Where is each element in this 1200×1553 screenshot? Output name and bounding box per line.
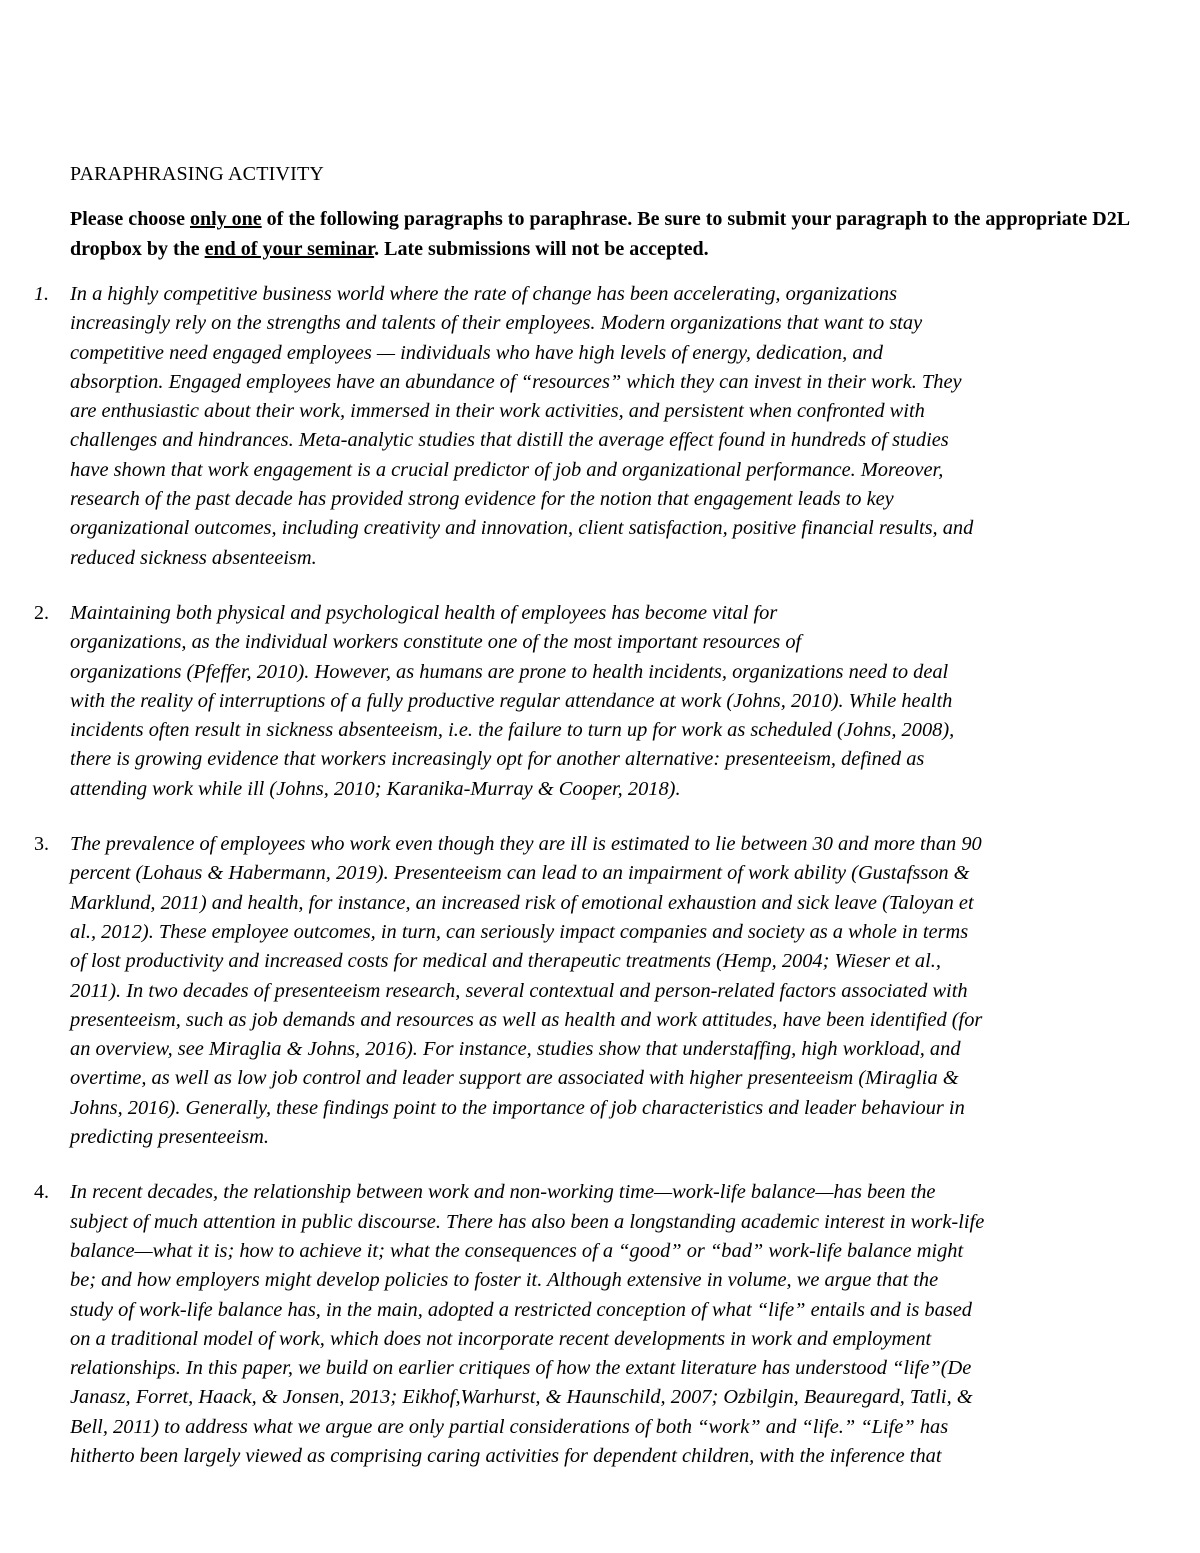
text-line: organizational outcomes, including creativity and innovation, client satisfaction, positive financial results, and [70,517,974,540]
text-line: attending work while ill (Johns, 2010; Karanika-Murray & Cooper, 2018). [70,777,681,800]
text-line: hitherto been largely viewed as comprising caring activities for dependent children, with the inference that [70,1444,942,1467]
text-line: an overview, see Miraglia & Johns, 2016). For instance, studies show that understaffing, high workload, and [70,1038,961,1061]
text-line: overtime, as well as low job control and leader support are associated with higher presenteeism (Miraglia & [70,1067,959,1090]
paragraph-text [70,830,1138,1152]
paragraph-list [0,280,1200,1497]
paragraph-text [70,280,1138,573]
text-line: al., 2012). These employee outcomes, in turn, can seriously impact companies and society as a whole in terms [70,920,969,943]
text-line: relationships. In this paper, we build on earlier critiques of how the extant literature has understood “life”(De [70,1357,972,1380]
paragraph-item-3 [0,830,1200,1152]
text-line: presenteeism, such as job demands and resources as well as health and work attitudes, have been identified (for [70,1008,983,1031]
instructions-emphasis-deadline: end of your seminar [204,237,375,260]
text-line: Bell, 2011) to address what we argue are only partial considerations of both “work” and “life.” “Life” has [70,1415,949,1438]
text-line: In a highly competitive business world where the rate of change has been accelerating, organizations [70,283,898,305]
text-line: reduced sickness absenteeism. [70,546,317,569]
text-line: incidents often result in sickness absenteeism, i.e. the failure to turn up for work as scheduled (Johns, 2008), [70,719,955,742]
text-line: with the reality of interruptions of a fully productive regular attendance at work (Johns, 2010). While health [70,689,953,712]
text-line: organizations, as the individual workers constitute one of the most important resources of [70,631,802,654]
text-line: on a traditional model of work, which does not incorporate recent developments in work and employment [70,1327,932,1350]
paragraph-item-1 [0,280,1200,573]
text-line: Johns, 2016). Generally, these findings point to the importance of job characteristics and leader behaviour in [70,1096,965,1119]
text-line: In recent decades, the relationship between work and non-working time—work-life balance—has been the [70,1181,936,1204]
instructions-text-3: . Late submissions will not be accepted. [374,237,709,260]
item-number: 2. [34,601,49,624]
paragraph-text [70,1178,1138,1471]
text-line: Marklund, 2011) and health, for instance, an increased risk of emotional exhaustion and sick leave (Taloyan et [70,891,974,914]
text-line: absorption. Engaged employees have an abundance of “resources” which they can invest in their work. They [70,370,962,393]
text-line: Maintaining both physical and psychological health of employees has become vital for [70,601,778,624]
text-line: 2011). In two decades of presenteeism research, several contextual and person-related factors associated with [70,979,968,1002]
item-number: 1. [34,283,49,305]
text-line: challenges and hindrances. Meta-analytic studies that distill the average effect found in hundreds of studies [70,429,949,452]
instructions-paragraph [70,205,1135,264]
text-line: there is growing evidence that workers increasingly opt for another alternative: presenteeism, defined as [70,748,925,771]
text-line: Janasz, Forret, Haack, & Jonsen, 2013; Eikhof,Warhurst, & Haunschild, 2007; Ozbilgin, Beauregard, Tatli, & [70,1386,973,1409]
text-line: competitive need engaged employees — individuals who have high levels of energy, dedication, and [70,341,883,364]
item-number: 3. [34,833,49,856]
text-line: organizations (Pfeffer, 2010). However, as humans are prone to health incidents, organizations need to deal [70,660,949,683]
text-line: subject of much attention in public discourse. There has also been a longstanding academic interest in work-life [70,1210,985,1233]
text-line: study of work-life balance has, in the main, adopted a restricted conception of what “life” entails and is based [70,1298,973,1321]
text-line: percent (Lohaus & Habermann, 2019). Presenteeism can lead to an impairment of work ability (Gustafsson & [70,862,970,885]
text-line: increasingly rely on the strengths and talents of their employees. Modern organizations that want to stay [70,312,923,335]
text-line: The prevalence of employees who work even though they are ill is estimated to lie between 30 and more than 90 [70,833,982,856]
paragraph-item-2 [0,599,1200,804]
instructions-emphasis-only-one: only one [189,208,262,230]
item-number: 4. [34,1181,49,1204]
text-line: are enthusiastic about their work, immersed in their work activities, and persistent when confronted with [70,400,925,423]
paragraph-text [70,599,1138,804]
text-line: of lost productivity and increased costs for medical and therapeutic treatments (Hemp, 2004; Wieser et al., [70,950,941,973]
paragraph-item-4 [0,1178,1200,1471]
text-line: be; and how employers might develop policies to foster it. Although extensive in volume, we argue that the [70,1269,939,1292]
instructions-text-1: Please choose [70,208,190,230]
text-line: have shown that work engagement is a crucial predictor of job and organizational performance. Moreover, [70,458,944,481]
text-line: balance—what it is; how to achieve it; what the consequences of a “good” or “bad” work-life balance might [70,1239,964,1262]
instructions-text-2: of the following paragraphs to paraphrase. Be sure to submit your paragraph to the appropriate D2L dropbox by the [70,208,1129,260]
text-line: predicting presenteeism. [70,1126,269,1149]
text-line: research of the past decade has provided strong evidence for the notion that engagement leads to key [70,488,894,511]
document-heading: PARAPHRASING ACTIVITY [70,163,325,185]
